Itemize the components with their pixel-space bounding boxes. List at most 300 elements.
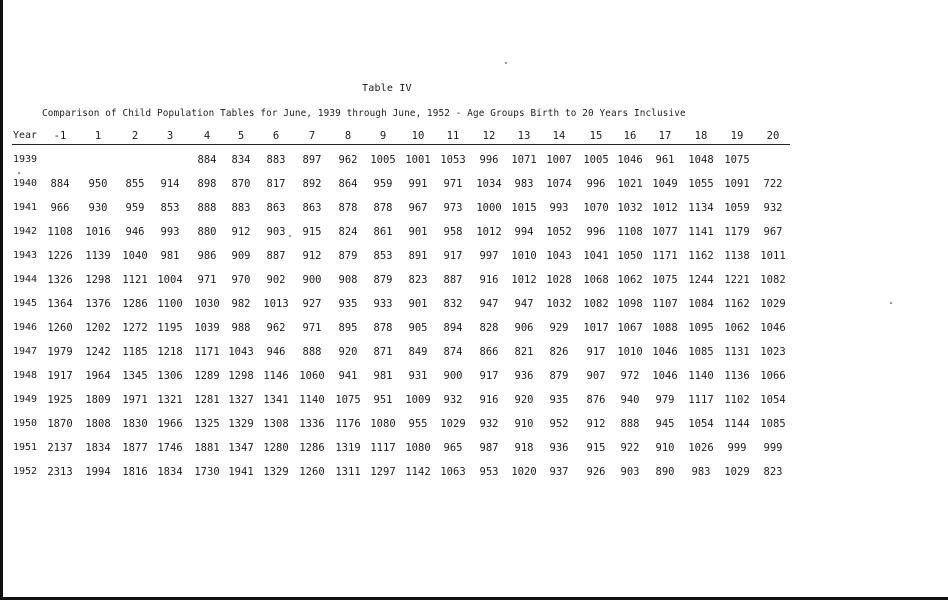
row-year: 1947 bbox=[13, 346, 38, 357]
table-cell: 932 bbox=[479, 418, 499, 430]
table-cell: 883 bbox=[231, 202, 251, 214]
table-cell: 855 bbox=[125, 178, 145, 190]
table-cell: 972 bbox=[620, 370, 640, 382]
table-cell: 894 bbox=[443, 322, 463, 334]
table-cell: 967 bbox=[408, 202, 428, 214]
table-cell: 961 bbox=[655, 154, 675, 166]
table-cell: 1043 bbox=[228, 346, 254, 358]
table-cell: 936 bbox=[514, 370, 534, 382]
table-cell: 1325 bbox=[194, 418, 220, 430]
table-cell: 912 bbox=[231, 226, 251, 238]
row-year: 1945 bbox=[13, 298, 38, 309]
table-cell: 1005 bbox=[370, 154, 396, 166]
table-cell: 922 bbox=[620, 442, 640, 454]
column-header-age: 5 bbox=[237, 130, 245, 142]
table-cell: 996 bbox=[479, 154, 499, 166]
table-cell: 971 bbox=[197, 274, 217, 286]
table-cell: 1082 bbox=[583, 298, 609, 310]
table-cell: 1040 bbox=[122, 250, 148, 262]
table-cell: 999 bbox=[727, 442, 747, 454]
table-cell: 884 bbox=[197, 154, 217, 166]
table-cell: 999 bbox=[763, 442, 783, 454]
table-cell: 920 bbox=[514, 394, 534, 406]
table-cell: 1834 bbox=[157, 466, 183, 478]
table-cell: 1046 bbox=[760, 322, 786, 334]
table-cell: 1138 bbox=[724, 250, 750, 262]
table-cell: 1108 bbox=[617, 226, 643, 238]
row-year: 1940 bbox=[13, 178, 38, 189]
table-cell: 971 bbox=[302, 322, 322, 334]
table-cell: 1046 bbox=[652, 370, 678, 382]
table-cell: 1306 bbox=[157, 370, 183, 382]
table-cell: 1319 bbox=[335, 442, 361, 454]
table-cell: 1020 bbox=[511, 466, 537, 478]
table-cell: 1347 bbox=[228, 442, 254, 454]
table-cell: 883 bbox=[266, 154, 286, 166]
table-cell: 1000 bbox=[476, 202, 502, 214]
column-header-age: 12 bbox=[482, 130, 496, 142]
table-cell: 910 bbox=[655, 442, 675, 454]
table-cell: 903 bbox=[266, 226, 286, 238]
table-cell: 918 bbox=[514, 442, 534, 454]
row-year: 1950 bbox=[13, 418, 38, 429]
table-cell: 1077 bbox=[652, 226, 678, 238]
column-header-age: 6 bbox=[272, 130, 280, 142]
table-cell: 1816 bbox=[122, 466, 148, 478]
table-cell: 1010 bbox=[511, 250, 537, 262]
row-year: 1951 bbox=[13, 442, 38, 453]
column-header-age: 1 bbox=[94, 130, 102, 142]
table-cell: 958 bbox=[443, 226, 463, 238]
table-cell: 1134 bbox=[688, 202, 714, 214]
row-year: 1941 bbox=[13, 202, 38, 213]
column-header-age: 11 bbox=[446, 130, 460, 142]
table-row bbox=[0, 418, 948, 432]
table-cell: 1286 bbox=[299, 442, 325, 454]
table-cell: 915 bbox=[302, 226, 322, 238]
table-cell: 1260 bbox=[299, 466, 325, 478]
table-cell: 1095 bbox=[688, 322, 714, 334]
table-cell: 926 bbox=[586, 466, 606, 478]
table-cell: 970 bbox=[231, 274, 251, 286]
table-cell: 1032 bbox=[546, 298, 572, 310]
table-cell: 1185 bbox=[122, 346, 148, 358]
table-cell: 991 bbox=[408, 178, 428, 190]
table-cell: 1107 bbox=[652, 298, 678, 310]
table-cell: 823 bbox=[763, 466, 783, 478]
table-cell: 930 bbox=[88, 202, 108, 214]
table-cell: 864 bbox=[338, 178, 358, 190]
table-cell: 853 bbox=[160, 202, 180, 214]
column-header-age: 10 bbox=[411, 130, 425, 142]
table-cell: 932 bbox=[443, 394, 463, 406]
table-cell: 887 bbox=[266, 250, 286, 262]
column-header-age: 8 bbox=[344, 130, 352, 142]
table-cell: 871 bbox=[373, 346, 393, 358]
table-cell: 1054 bbox=[688, 418, 714, 430]
column-header-age: 7 bbox=[308, 130, 316, 142]
table-row bbox=[0, 442, 948, 456]
table-cell: 905 bbox=[408, 322, 428, 334]
table-cell: 1009 bbox=[405, 394, 431, 406]
scan-speck bbox=[18, 172, 20, 174]
table-cell: 1091 bbox=[724, 178, 750, 190]
table-cell: 1281 bbox=[194, 394, 220, 406]
table-cell: 866 bbox=[479, 346, 499, 358]
table-cell: 1345 bbox=[122, 370, 148, 382]
table-cell: 1140 bbox=[688, 370, 714, 382]
scan-speck bbox=[890, 302, 892, 304]
table-row bbox=[0, 274, 948, 288]
table-cell: 1028 bbox=[546, 274, 572, 286]
table-cell: 962 bbox=[266, 322, 286, 334]
column-header-age: -1 bbox=[53, 130, 67, 142]
table-cell: 935 bbox=[338, 298, 358, 310]
table-cell: 936 bbox=[549, 442, 569, 454]
column-header-age: 2 bbox=[131, 130, 139, 142]
table-cell: 1746 bbox=[157, 442, 183, 454]
table-cell: 1004 bbox=[157, 274, 183, 286]
row-year: 1942 bbox=[13, 226, 38, 237]
table-cell: 916 bbox=[479, 274, 499, 286]
row-year: 1943 bbox=[13, 250, 38, 261]
table-cell: 888 bbox=[302, 346, 322, 358]
table-cell: 832 bbox=[443, 298, 463, 310]
table-cell: 966 bbox=[50, 202, 70, 214]
table-cell: 1136 bbox=[724, 370, 750, 382]
table-cell: 902 bbox=[266, 274, 286, 286]
table-cell: 1055 bbox=[688, 178, 714, 190]
table-cell: 910 bbox=[514, 418, 534, 430]
table-cell: 940 bbox=[620, 394, 640, 406]
table-cell: 1085 bbox=[688, 346, 714, 358]
column-header-year: Year bbox=[13, 130, 38, 141]
table-cell: 1050 bbox=[617, 250, 643, 262]
table-cell: 1376 bbox=[85, 298, 111, 310]
table-cell: 1075 bbox=[652, 274, 678, 286]
table-cell: 1146 bbox=[263, 370, 289, 382]
table-cell: 1062 bbox=[724, 322, 750, 334]
table-cell: 914 bbox=[160, 178, 180, 190]
table-cell: 1046 bbox=[652, 346, 678, 358]
table-row bbox=[0, 202, 948, 216]
table-cell: 898 bbox=[197, 178, 217, 190]
row-year: 1948 bbox=[13, 370, 38, 381]
table-cell: 955 bbox=[408, 418, 428, 430]
table-cell: 967 bbox=[763, 226, 783, 238]
column-header-age: 15 bbox=[589, 130, 603, 142]
table-cell: 821 bbox=[514, 346, 534, 358]
table-cell: 1034 bbox=[476, 178, 502, 190]
table-cell: 890 bbox=[655, 466, 675, 478]
table-cell: 870 bbox=[231, 178, 251, 190]
table-cell: 953 bbox=[479, 466, 499, 478]
table-cell: 1098 bbox=[617, 298, 643, 310]
table-cell: 884 bbox=[50, 178, 70, 190]
table-cell: 1080 bbox=[405, 442, 431, 454]
table-cell: 1195 bbox=[157, 322, 183, 334]
column-header-age: 3 bbox=[166, 130, 174, 142]
column-header-age: 18 bbox=[694, 130, 708, 142]
column-header-age: 9 bbox=[379, 130, 387, 142]
table-cell: 878 bbox=[373, 202, 393, 214]
table-row bbox=[0, 178, 948, 192]
table-cell: 912 bbox=[586, 418, 606, 430]
table-cell: 823 bbox=[408, 274, 428, 286]
table-cell: 1012 bbox=[476, 226, 502, 238]
table-cell: 929 bbox=[549, 322, 569, 334]
table-cell: 917 bbox=[479, 370, 499, 382]
table-cell: 1060 bbox=[299, 370, 325, 382]
table-cell: 1029 bbox=[760, 298, 786, 310]
table-cell: 947 bbox=[514, 298, 534, 310]
column-header-age: 13 bbox=[517, 130, 531, 142]
table-cell: 986 bbox=[197, 250, 217, 262]
table-cell: 1144 bbox=[724, 418, 750, 430]
table-cell: 891 bbox=[408, 250, 428, 262]
table-cell: 931 bbox=[408, 370, 428, 382]
table-cell: 946 bbox=[125, 226, 145, 238]
table-cell: 1071 bbox=[511, 154, 537, 166]
table-cell: 916 bbox=[479, 394, 499, 406]
table-cell: 1244 bbox=[688, 274, 714, 286]
table-cell: 1221 bbox=[724, 274, 750, 286]
table-cell: 1012 bbox=[652, 202, 678, 214]
table-cell: 1068 bbox=[583, 274, 609, 286]
table-cell: 1030 bbox=[194, 298, 220, 310]
table-row bbox=[0, 298, 948, 312]
table-cell: 915 bbox=[586, 442, 606, 454]
table-cell: 1979 bbox=[47, 346, 73, 358]
table-cell: 1131 bbox=[724, 346, 750, 358]
table-cell: 1140 bbox=[299, 394, 325, 406]
table-cell: 933 bbox=[373, 298, 393, 310]
table-subtitle: Comparison of Child Population Tables for June, 1939 through June, 1952 - Age Groups Birth to 20 Years Inclusive bbox=[42, 108, 686, 119]
table-cell: 971 bbox=[443, 178, 463, 190]
table-cell: 1808 bbox=[85, 418, 111, 430]
table-cell: 907 bbox=[586, 370, 606, 382]
table-cell: 906 bbox=[514, 322, 534, 334]
table-cell: 1964 bbox=[85, 370, 111, 382]
table-cell: 932 bbox=[763, 202, 783, 214]
row-year: 1952 bbox=[13, 466, 38, 477]
table-cell: 1046 bbox=[617, 154, 643, 166]
table-cell: 1075 bbox=[724, 154, 750, 166]
table-cell: 917 bbox=[586, 346, 606, 358]
table-cell: 1015 bbox=[511, 202, 537, 214]
table-cell: 1260 bbox=[47, 322, 73, 334]
table-cell: 947 bbox=[479, 298, 499, 310]
table-cell: 892 bbox=[302, 178, 322, 190]
table-cell: 1298 bbox=[228, 370, 254, 382]
table-cell: 1870 bbox=[47, 418, 73, 430]
table-cell: 1242 bbox=[85, 346, 111, 358]
table-cell: 1007 bbox=[546, 154, 572, 166]
table-cell: 935 bbox=[549, 394, 569, 406]
table-cell: 1102 bbox=[724, 394, 750, 406]
table-cell: 1364 bbox=[47, 298, 73, 310]
table-cell: 983 bbox=[514, 178, 534, 190]
table-cell: 849 bbox=[408, 346, 428, 358]
table-cell: 1308 bbox=[263, 418, 289, 430]
table-cell: 722 bbox=[763, 178, 783, 190]
table-cell: 1162 bbox=[724, 298, 750, 310]
table-cell: 1142 bbox=[405, 466, 431, 478]
table-cell: 1171 bbox=[194, 346, 220, 358]
table-cell: 988 bbox=[231, 322, 251, 334]
table-cell: 863 bbox=[302, 202, 322, 214]
table-cell: 1080 bbox=[370, 418, 396, 430]
table-row bbox=[0, 466, 948, 480]
table-cell: 1049 bbox=[652, 178, 678, 190]
table-cell: 1834 bbox=[85, 442, 111, 454]
column-header-age: 17 bbox=[658, 130, 672, 142]
table-cell: 996 bbox=[586, 226, 606, 238]
table-cell: 959 bbox=[373, 178, 393, 190]
table-row bbox=[0, 370, 948, 384]
table-cell: 1162 bbox=[688, 250, 714, 262]
table-cell: 1121 bbox=[122, 274, 148, 286]
table-cell: 879 bbox=[373, 274, 393, 286]
table-cell: 1730 bbox=[194, 466, 220, 478]
table-cell: 912 bbox=[302, 250, 322, 262]
table-cell: 888 bbox=[620, 418, 640, 430]
table-cell: 1297 bbox=[370, 466, 396, 478]
table-cell: 1108 bbox=[47, 226, 73, 238]
table-cell: 1052 bbox=[546, 226, 572, 238]
table-cell: 1048 bbox=[688, 154, 714, 166]
table-cell: 1011 bbox=[760, 250, 786, 262]
table-cell: 1084 bbox=[688, 298, 714, 310]
table-cell: 950 bbox=[88, 178, 108, 190]
table-cell: 1001 bbox=[405, 154, 431, 166]
table-cell: 1289 bbox=[194, 370, 220, 382]
table-cell: 1039 bbox=[194, 322, 220, 334]
row-year: 1946 bbox=[13, 322, 38, 333]
table-cell: 1202 bbox=[85, 322, 111, 334]
table-cell: 951 bbox=[373, 394, 393, 406]
table-cell: 897 bbox=[302, 154, 322, 166]
table-cell: 1329 bbox=[263, 466, 289, 478]
table-row bbox=[0, 250, 948, 264]
table-cell: 878 bbox=[373, 322, 393, 334]
table-cell: 880 bbox=[197, 226, 217, 238]
table-cell: 1298 bbox=[85, 274, 111, 286]
table-cell: 983 bbox=[691, 466, 711, 478]
table-cell: 1085 bbox=[760, 418, 786, 430]
table-cell: 973 bbox=[443, 202, 463, 214]
table-cell: 1877 bbox=[122, 442, 148, 454]
table-cell: 1016 bbox=[85, 226, 111, 238]
table-cell: 1074 bbox=[546, 178, 572, 190]
header-underline bbox=[12, 144, 790, 145]
table-cell: 1280 bbox=[263, 442, 289, 454]
table-cell: 1043 bbox=[546, 250, 572, 262]
table-cell: 1041 bbox=[583, 250, 609, 262]
table-cell: 1117 bbox=[370, 442, 396, 454]
table-cell: 834 bbox=[231, 154, 251, 166]
table-cell: 982 bbox=[231, 298, 251, 310]
table-cell: 1021 bbox=[617, 178, 643, 190]
table-cell: 879 bbox=[338, 250, 358, 262]
table-cell: 2313 bbox=[47, 466, 73, 478]
table-cell: 1830 bbox=[122, 418, 148, 430]
column-header-age: 20 bbox=[766, 130, 780, 142]
table-cell: 1809 bbox=[85, 394, 111, 406]
table-cell: 879 bbox=[549, 370, 569, 382]
table-cell: 1117 bbox=[688, 394, 714, 406]
table-cell: 909 bbox=[231, 250, 251, 262]
table-row bbox=[0, 226, 948, 240]
table-cell: 952 bbox=[549, 418, 569, 430]
table-cell: 1226 bbox=[47, 250, 73, 262]
table-cell: 993 bbox=[160, 226, 180, 238]
table-cell: 861 bbox=[373, 226, 393, 238]
scan-speck bbox=[289, 235, 291, 237]
table-cell: 1029 bbox=[724, 466, 750, 478]
table-cell: 981 bbox=[160, 250, 180, 262]
table-cell: 1012 bbox=[511, 274, 537, 286]
row-year: 1949 bbox=[13, 394, 38, 405]
table-cell: 887 bbox=[443, 274, 463, 286]
table-cell: 1321 bbox=[157, 394, 183, 406]
table-cell: 908 bbox=[338, 274, 358, 286]
table-cell: 994 bbox=[514, 226, 534, 238]
table-cell: 1017 bbox=[583, 322, 609, 334]
table-cell: 941 bbox=[338, 370, 358, 382]
table-cell: 1100 bbox=[157, 298, 183, 310]
table-cell: 853 bbox=[373, 250, 393, 262]
table-cell: 946 bbox=[266, 346, 286, 358]
table-cell: 959 bbox=[125, 202, 145, 214]
table-cell: 1139 bbox=[85, 250, 111, 262]
table-row bbox=[0, 322, 948, 336]
table-cell: 962 bbox=[338, 154, 358, 166]
column-header-age: 4 bbox=[203, 130, 211, 142]
column-header-age: 14 bbox=[552, 130, 566, 142]
table-cell: 1941 bbox=[228, 466, 254, 478]
table-cell: 1141 bbox=[688, 226, 714, 238]
table-cell: 981 bbox=[373, 370, 393, 382]
table-header-row bbox=[0, 130, 948, 144]
table-cell: 1925 bbox=[47, 394, 73, 406]
table-cell: 1326 bbox=[47, 274, 73, 286]
table-cell: 1286 bbox=[122, 298, 148, 310]
row-year: 1944 bbox=[13, 274, 38, 285]
table-cell: 1218 bbox=[157, 346, 183, 358]
table-cell: 1062 bbox=[617, 274, 643, 286]
table-cell: 965 bbox=[443, 442, 463, 454]
table-cell: 1075 bbox=[335, 394, 361, 406]
table-cell: 1070 bbox=[583, 202, 609, 214]
table-cell: 979 bbox=[655, 394, 675, 406]
table-cell: 901 bbox=[408, 298, 428, 310]
table-cell: 1327 bbox=[228, 394, 254, 406]
table-cell: 876 bbox=[586, 394, 606, 406]
table-cell: 828 bbox=[479, 322, 499, 334]
scan-speck bbox=[505, 62, 507, 64]
table-cell: 1329 bbox=[228, 418, 254, 430]
table-cell: 2137 bbox=[47, 442, 73, 454]
table-cell: 1029 bbox=[440, 418, 466, 430]
table-cell: 993 bbox=[549, 202, 569, 214]
table-cell: 1032 bbox=[617, 202, 643, 214]
table-cell: 824 bbox=[338, 226, 358, 238]
table-cell: 945 bbox=[655, 418, 675, 430]
table-cell: 1067 bbox=[617, 322, 643, 334]
table-cell: 874 bbox=[443, 346, 463, 358]
table-cell: 903 bbox=[620, 466, 640, 478]
